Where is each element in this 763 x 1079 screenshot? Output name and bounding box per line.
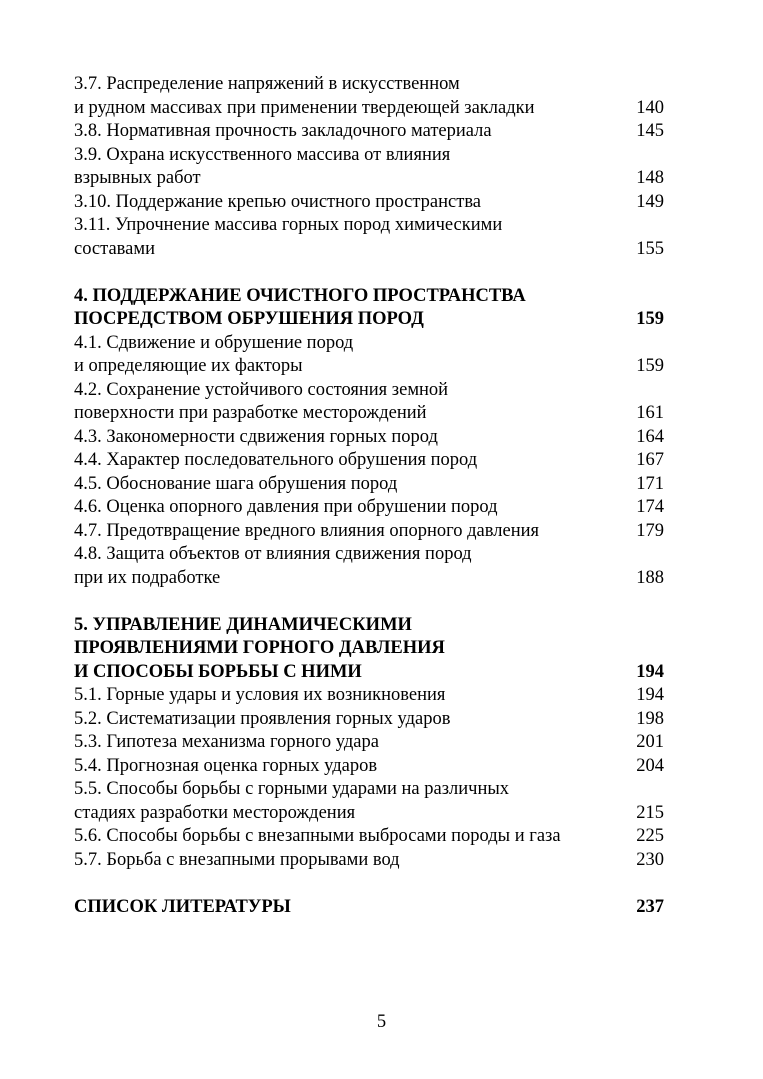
toc-entry-line <box>74 167 664 191</box>
toc-entry <box>74 849 664 873</box>
toc-entry-page: 237 <box>636 896 664 917</box>
toc-entry-title: 4.2. Сохранение устойчивого состояния земной <box>74 379 449 400</box>
toc-entry-title: 3.11. Упрочнение массива горных пород химическими <box>74 215 503 235</box>
toc-entry-page: 198 <box>636 708 664 729</box>
toc-entry-line <box>74 825 664 849</box>
toc-entry <box>74 755 664 779</box>
toc-entry-line <box>74 144 664 168</box>
toc-entry-line <box>74 637 664 661</box>
toc-entry-title: 3.10. Поддержание крепью очистного пространства <box>74 191 482 212</box>
toc-entry-title: 5.3. Гипотеза механизма горного удара <box>74 732 379 752</box>
toc-entry-title: и определяющие их факторы <box>74 356 303 376</box>
toc-entry-title: 3.9. Охрана искусственного массива от влияния <box>74 144 451 165</box>
toc-entry <box>74 73 664 120</box>
toc-entry-page: 174 <box>636 497 664 517</box>
toc-entry-line <box>74 896 664 920</box>
toc-entry-page: 149 <box>636 191 664 212</box>
toc-entry <box>74 120 664 144</box>
toc-entry-line <box>74 355 664 379</box>
toc-entry-title: 5.6. Способы борьбы с внезапными выбросами породы и газа <box>74 826 561 846</box>
toc-entry-line <box>74 238 664 262</box>
toc-entry <box>74 684 664 708</box>
toc-entry-line <box>74 543 664 567</box>
toc-entry <box>74 778 664 825</box>
toc-entry-title: 4.3. Закономерности сдвижения горных пород <box>74 426 438 447</box>
toc-entry-title: 5.2. Систематизации проявления горных ударов <box>74 708 451 729</box>
toc-entry-page: 204 <box>636 755 664 776</box>
toc-entry-line <box>74 849 664 873</box>
toc-entry <box>74 543 664 590</box>
toc-entry-title: поверхности при разработке месторождений <box>74 403 427 423</box>
toc-entry-page: 148 <box>636 168 664 188</box>
toc-entry-page: 179 <box>636 520 664 541</box>
page-number: 5 <box>376 1012 387 1032</box>
toc-entry <box>74 473 664 497</box>
toc-chapter-heading <box>74 285 664 332</box>
toc-entry <box>74 825 664 849</box>
toc-entry-title: ПРОЯВЛЕНИЯМИ ГОРНОГО ДАВЛЕНИЯ <box>74 638 445 658</box>
toc-entry-line <box>74 73 664 97</box>
toc-entry-line <box>74 191 664 215</box>
toc-entry-line <box>74 684 664 708</box>
toc-entry-title: СПИСОК ЛИТЕРАТУРЫ <box>74 896 291 917</box>
toc-entry-page: 155 <box>636 238 664 259</box>
toc-entry-page: 159 <box>636 356 664 376</box>
toc-entry-line <box>74 802 664 826</box>
section-gap <box>74 261 664 285</box>
toc-entry <box>74 191 664 215</box>
toc-entry-page: 201 <box>636 732 664 752</box>
toc-entry-title: 4.5. Обоснование шага обрушения пород <box>74 473 398 494</box>
toc-entry-page: 164 <box>636 426 664 447</box>
toc-entry-title: 5.5. Способы борьбы с горными ударами на различных <box>74 779 510 799</box>
toc-entry-line <box>74 214 664 238</box>
section-gap <box>74 872 664 896</box>
toc-entry-title: 3.8. Нормативная прочность закладочного материала <box>74 121 492 141</box>
toc-entry-page: 225 <box>636 826 664 846</box>
toc-entry-title: взрывных работ <box>74 168 201 188</box>
toc-entry-page: 161 <box>636 403 664 423</box>
toc-entry-page: 145 <box>636 121 664 141</box>
toc-entry-page: 140 <box>636 97 664 118</box>
toc-entry <box>74 144 664 191</box>
toc-entry-page: 159 <box>636 309 664 329</box>
toc-entry-line <box>74 449 664 473</box>
toc-entry-page: 194 <box>636 685 664 705</box>
toc-entry <box>74 731 664 755</box>
toc-entry-title: 4.8. Защита объектов от влияния сдвижения пород <box>74 544 472 564</box>
toc-entry-page: 230 <box>636 849 664 870</box>
toc-entry-line <box>74 402 664 426</box>
toc-entry-page: 188 <box>636 567 664 588</box>
toc-entry <box>74 332 664 379</box>
toc-entry-title: 3.7. Распределение напряжений в искусственном <box>74 74 460 94</box>
toc-entry-line <box>74 731 664 755</box>
section-gap <box>74 590 664 614</box>
toc-chapter-heading <box>74 614 664 685</box>
toc-entry-title: при их подработке <box>74 567 221 588</box>
toc-entry-title: ПОСРЕДСТВОМ ОБРУШЕНИЯ ПОРОД <box>74 309 424 329</box>
toc-entry-line <box>74 473 664 497</box>
toc-entry-title: 4.6. Оценка опорного давления при обрушении пород <box>74 497 498 517</box>
toc-entry-title: 4. ПОДДЕРЖАНИЕ ОЧИСТНОГО ПРОСТРАНСТВА <box>74 285 526 306</box>
toc-entry-line <box>74 661 664 685</box>
toc-entry-title: 4.4. Характер последовательного обрушения пород <box>74 450 478 470</box>
toc-entry-line <box>74 285 664 309</box>
toc-entry-title: И СПОСОБЫ БОРЬБЫ С НИМИ <box>74 661 362 682</box>
toc-entry-page: 171 <box>636 473 664 494</box>
toc-entry <box>74 426 664 450</box>
toc-entry-line <box>74 379 664 403</box>
toc-entry-title: 4.1. Сдвижение и обрушение пород <box>74 332 354 353</box>
toc-entry <box>74 214 664 261</box>
toc-entry-line <box>74 426 664 450</box>
toc-entry-line <box>74 97 664 121</box>
toc-entry-line <box>74 755 664 779</box>
toc-entry-line <box>74 708 664 732</box>
toc-entry-page: 215 <box>636 802 664 823</box>
toc-entry-line <box>74 520 664 544</box>
toc-entry-page: 167 <box>636 450 664 470</box>
toc-entry <box>74 449 664 473</box>
toc-entry-title: 5.1. Горные удары и условия их возникновения <box>74 685 446 705</box>
toc-entry-page: 194 <box>636 661 664 682</box>
toc-entry-title: 5.4. Прогнозная оценка горных ударов <box>74 755 378 776</box>
toc-entry-line <box>74 120 664 144</box>
toc-entry-title: составами <box>74 238 155 259</box>
toc-entry <box>74 379 664 426</box>
toc-entry-title: 5. УПРАВЛЕНИЕ ДИНАМИЧЕСКИМИ <box>74 614 412 635</box>
toc-entry <box>74 520 664 544</box>
toc-entry-line <box>74 567 664 591</box>
toc-chapter-heading <box>74 896 664 920</box>
toc-entry <box>74 708 664 732</box>
toc-entry-line <box>74 308 664 332</box>
toc-entry <box>74 496 664 520</box>
toc-entry-line <box>74 496 664 520</box>
toc-entry-title: и рудном массивах при применении твердеющей закладки <box>74 97 535 118</box>
toc-entry-title: 4.7. Предотвращение вредного влияния опорного давления <box>74 520 540 541</box>
table-of-contents <box>74 73 664 919</box>
toc-entry-title: 5.7. Борьба с внезапными прорывами вод <box>74 849 400 870</box>
toc-entry-line <box>74 332 664 356</box>
toc-entry-line <box>74 778 664 802</box>
toc-entry-line <box>74 614 664 638</box>
toc-entry-title: стадиях разработки месторождения <box>74 802 356 823</box>
